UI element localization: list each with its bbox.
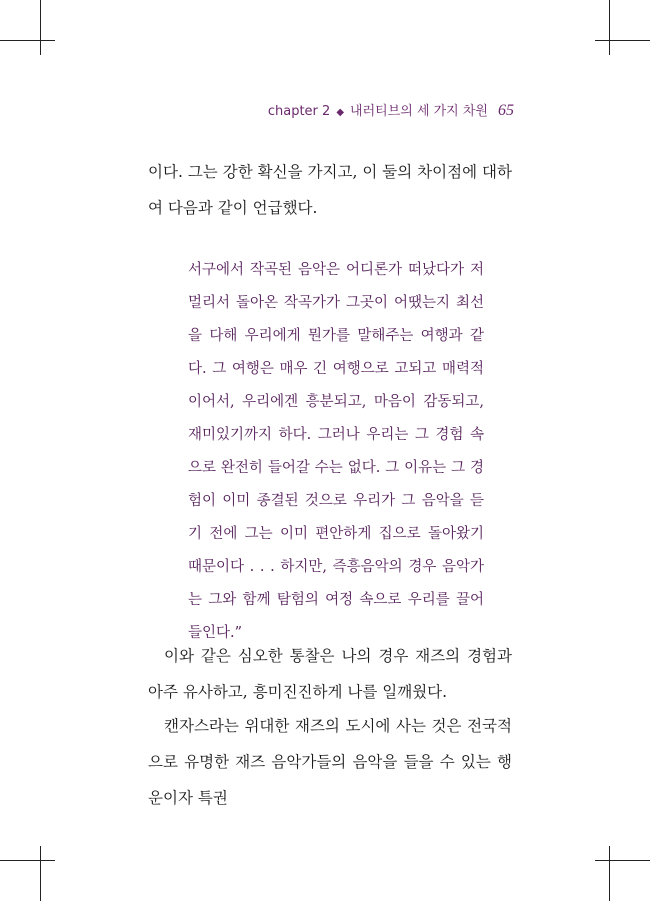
running-head	[268, 100, 514, 120]
chapter-label: chapter 2	[267, 104, 331, 119]
kansas-paragraph: 캔자스라는 위대한 재즈의 도시에 사는 것은 전국적으로 유명한 재즈 음악가들의 음악을 들을 수 있는 행운이자 특권	[148, 717, 512, 807]
block-quote: 서구에서 작곡된 음악은 어디론가 떠났다가 저 멀리서 돌아온 작곡가가 그곳이 어땠는지 최선을 다해 우리에게 뭔가를 말해주는 여행과 같다. 그 여행은 매우 긴 여행으로 고되고 매력적이어서, 우리에겐 흥분되고, 마음이 감동되고, 재미있기까지 하다. 그러나 우리는 그 경험 속으로 완전히 들어갈 수는 없다. 그 이유는 그 경험이 이미 종결된 것으로 우리가 그 음악을 듣기 전에 그는 이미 편안하게 집으로 돌아왔기 때문이다 . . . 하지만, 즉흥음악의 경우 음악가는 그와 함께 탐험의 여정 속으로 우리를 끌어들인다.”	[188, 262, 484, 641]
diamond-separator-icon: ◆	[336, 107, 345, 118]
page-number: 65	[498, 102, 514, 119]
intro-paragraph: 이다. 그는 강한 확신을 가지고, 이 둘의 차이점에 대하여 다음과 같이 언급했다.	[148, 163, 512, 217]
chapter-title: 내러티브의 세 가지 차원	[350, 104, 488, 119]
insight-paragraph: 이와 같은 심오한 통찰은 나의 경우 재즈의 경험과 아주 유사하고, 흥미진진하게 나를 일깨웠다.	[148, 647, 512, 701]
